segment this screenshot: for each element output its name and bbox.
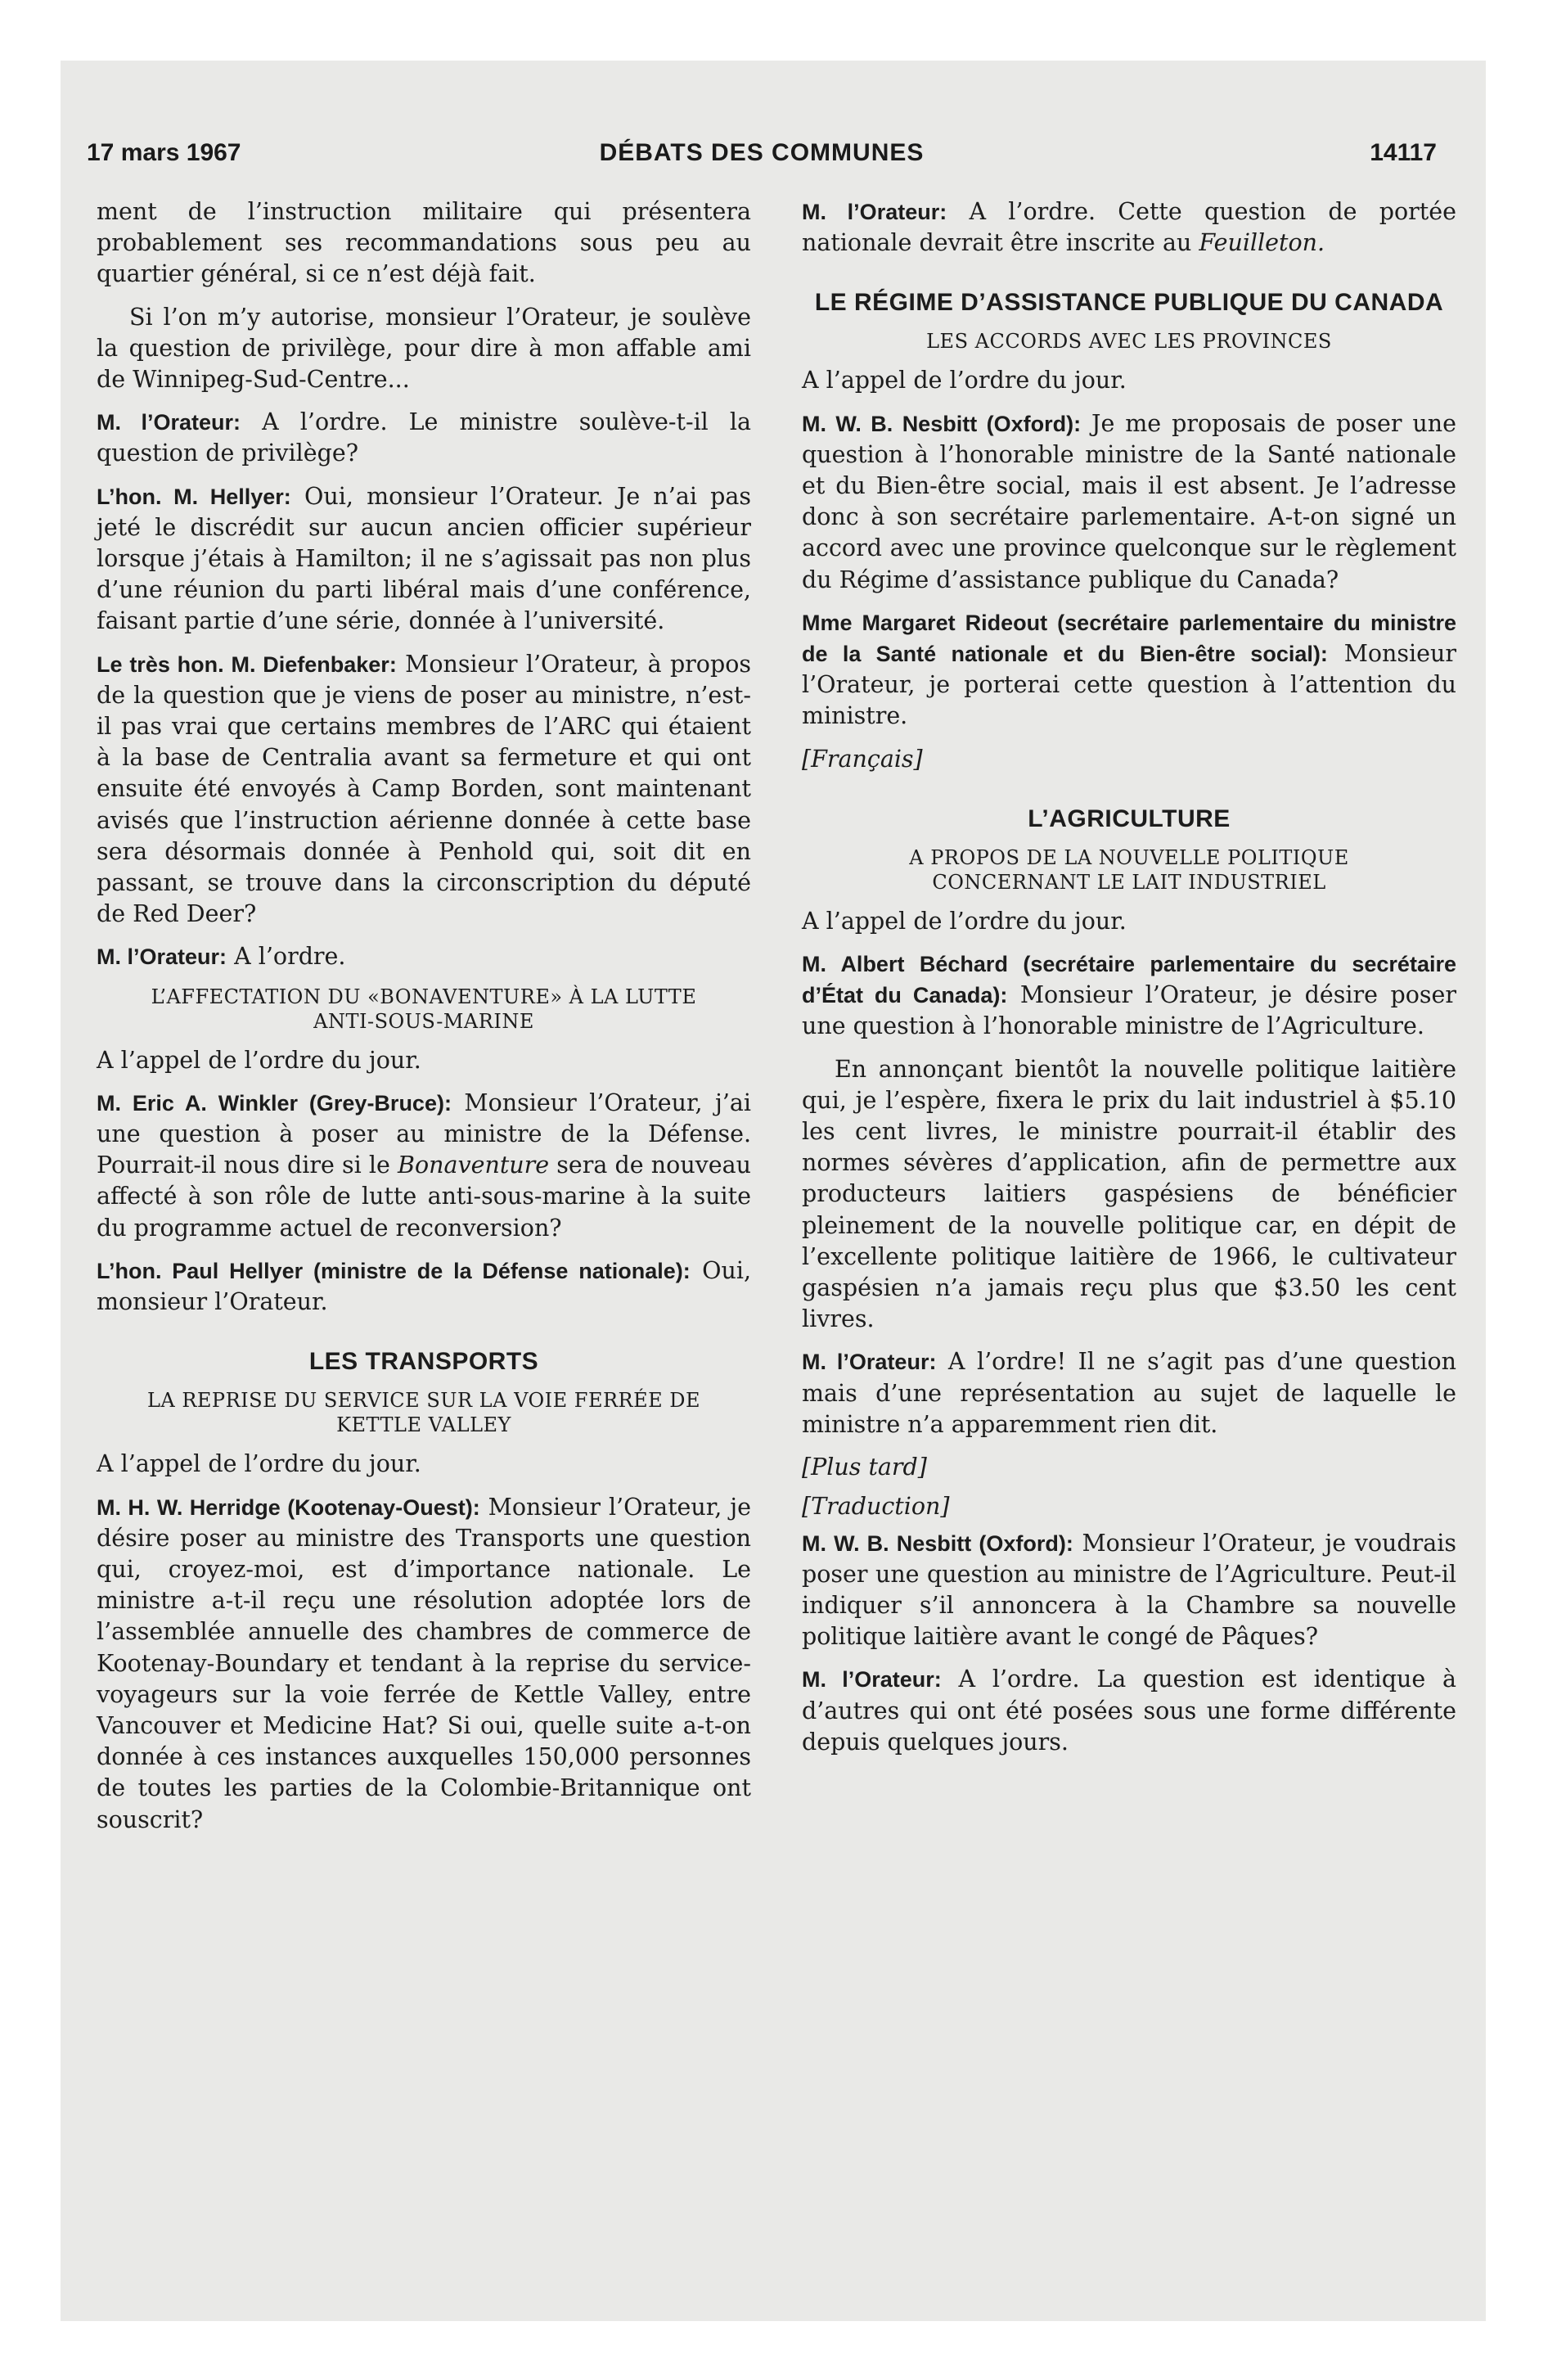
speech-text: A l’ordre. Le ministre soulève-t-il la question de privilège?: [97, 408, 751, 467]
speech-text: Monsieur l’Orateur, j’ai une question à poser au ministre de la Défense. Pourrait-il nous dire si le: [97, 1089, 751, 1179]
speech-text: Je me proposais de poser une question à l’honorable ministre de la Santé nationale et du Bien-être social, mais il est absent. Je l’adresse donc à son secrétaire parlementaire. A-t-on signé un accord avec une province quelconque sur le règlement du Régime d’assistance publique du Canada?: [802, 409, 1456, 593]
speech: [802, 607, 1456, 732]
language-note: [Traduction]: [802, 1493, 950, 1521]
speaker-name: M. W. B. Nesbitt (Oxford):: [802, 411, 1082, 436]
speech-text: Monsieur l’Orateur, je désire poser une question à l’honorable ministre de l’Agriculture.: [802, 981, 1456, 1040]
speaker-name: M. l’Orateur:: [97, 410, 241, 435]
speech: [802, 1528, 1456, 1653]
speaker-name: M. Albert Béchard (secrétaire parlementaire du secrétaire d’État du Canada):: [802, 952, 1456, 1008]
speaker-name: M. l’Orateur:: [802, 1667, 942, 1693]
speech-text: Oui, monsieur l’Orateur.: [97, 1256, 751, 1316]
speaker-name: M. l’Orateur:: [802, 1350, 937, 1375]
section-heading: LE RÉGIME D’ASSISTANCE PUBLIQUE DU CANADA: [814, 289, 1444, 317]
paragraph: En annonçant bientôt la nouvelle politique laitière qui, je l’espère, fixera le prix du lait industriel à $5.10 les cent livres, le ministre pourrait-il établir des normes sévères d’application, afin de permettre aux producteurs laitiers gaspésiens de bénéficier pleinement de la nouvelle politique car, en dépit de l’excellente politique laitière de 1966, le cultivateur gaspésien n’a jamais reçu plus que $3.50 les cent livres.: [802, 1055, 1456, 1333]
speaker-name: M. H. W. Herridge (Kootenay-Ouest):: [97, 1494, 480, 1520]
page-header: [87, 139, 1437, 172]
left-column: [97, 196, 751, 1847]
speech: [97, 481, 751, 638]
speech-text: Monsieur l’Orateur, je désire poser au ministre des Transports une question qui, croyez-moi, est d’importance nationale. Le ministre a-t-il reçu une résolution adoptée lors de l’assemblée annuelle des chambres de commerce de Kootenay-Boundary et tendant à la reprise du service-voyageurs sur la voie ferrée de Kettle Valley, entre Vancouver et Medicine Hat? Si oui, quelle suite a-t-on donnée à ces instances auxquelles 150,000 personnes de toutes les parties de la Colombie-Britannique ont souscrit?: [97, 1493, 751, 1833]
paragraph: A l’appel de l’ordre du jour.: [97, 1450, 421, 1478]
section-subheading: LA REPRISE DU SERVICE SUR LA VOIE FERRÉE DE KETTLE VALLEY: [146, 1389, 701, 1437]
speech: [802, 408, 1456, 596]
speaker-name: Le très hon. M. Diefenbaker:: [97, 651, 397, 677]
speech-text: Oui, monsieur l’Orateur. Je n’ai pas jeté le discrédit sur aucun ancien officier supérieur lorsque j’étais à Hamilton; il ne s’agissait pas non plus d’une réunion du parti libéral mais d’une conférence, faisant partie d’une série, donnée à l’université.: [97, 482, 751, 635]
speech-text: Monsieur l’Orateur, je porterai cette question à l’attention du ministre.: [802, 640, 1456, 730]
paragraph: A l’appel de l’ordre du jour.: [802, 907, 1127, 935]
speech: [97, 407, 751, 469]
speech-text: sera de nouveau affecté à son rôle de lutte anti-sous-marine à la suite du programme actuel de reconversion?: [97, 1152, 751, 1242]
paragraph: A l’appel de l’ordre du jour.: [802, 367, 1127, 394]
ship-name: Bonaventure: [398, 1152, 550, 1179]
speaker-name: M. W. B. Nesbitt (Oxford):: [802, 1530, 1073, 1556]
speaker-name: L’hon. Paul Hellyer (ministre de la Défense nationale):: [97, 1258, 691, 1283]
paragraph: A l’appel de l’ordre du jour.: [97, 1046, 421, 1074]
speech: [97, 941, 751, 972]
section-subheading: A PROPOS DE LA NOUVELLE POLITIQUE CONCERNANT LE LAIT INDUSTRIEL: [909, 845, 1349, 894]
speech: [97, 1255, 751, 1318]
feuilleton-ref: Feuilleton.: [1199, 229, 1325, 257]
header-title: DÉBATS DES COMMUNES: [599, 139, 925, 166]
right-column: [802, 196, 1456, 1769]
section-subheading: L’AFFECTATION DU «BONAVENTURE» À LA LUTTE ANTI-SOUS-MARINE: [151, 985, 697, 1033]
speech-text: A l’ordre.: [227, 943, 346, 971]
section-subheading: LES ACCORDS AVEC LES PROVINCES: [926, 330, 1332, 354]
speaker-name: Mme Margaret Rideout (secrétaire parlementaire du ministre de la Santé nationale et du Bien-être social):: [802, 610, 1456, 667]
speaker-name: M. Eric A. Winkler (Grey-Bruce):: [97, 1090, 452, 1116]
speaker-name: M. l’Orateur:: [802, 200, 947, 224]
speech: [97, 649, 751, 931]
speech-text: A l’ordre. Cette question de portée nationale devrait être inscrite au: [802, 198, 1456, 257]
paragraph: ment de l’instruction militaire qui présentera probablement ses recommandations sous peu au quartier général, si ce n’est déjà fait.: [97, 198, 751, 288]
section-heading: L’AGRICULTURE: [1028, 805, 1231, 832]
header-page-number: 14117: [1370, 139, 1437, 166]
language-note: [Français]: [802, 745, 923, 773]
speech-text: Monsieur l’Orateur, à propos de la question que je viens de poser au ministre, n’est-il pas vrai que certains membres de l’ARC qui étaient à la base de Centralia avant sa fermeture et qui ont ensuite été envoyés à Camp Borden, sont maintenant avisés que l’instruction aérienne donnée à cette base sera désormais donnée à Penhold qui, soit dit en passant, se trouve dans la circonscription du député de Red Deer?: [97, 650, 751, 928]
section-heading: LES TRANSPORTS: [308, 1348, 539, 1376]
speech: [802, 1664, 1456, 1758]
paragraph: Si l’on m’y autorise, monsieur l’Orateur, je soulève la question de privilège, pour dire à mon affable ami de Winnipeg-Sud-Centre...: [97, 303, 751, 394]
speech-text: Monsieur l’Orateur, je voudrais poser une question au ministre de l’Agriculture. Peut-il indiquer s’il annoncera à la Chambre sa nouvelle politique laitière avant le congé de Pâques?: [802, 1529, 1456, 1651]
speech: [97, 1492, 751, 1836]
timing-note: [Plus tard]: [802, 1454, 927, 1481]
header-date: 17 mars 1967: [87, 139, 241, 166]
speech-text: A l’ordre. La question est identique à d’autres qui ont été posées sous une forme différente depuis quelques jours.: [802, 1666, 1456, 1756]
speech: [97, 1088, 751, 1244]
speech: [802, 1346, 1456, 1440]
speech-text: A l’ordre! Il ne s’agit pas d’une question mais d’une représentation au sujet de laquelle le ministre n’a apparemment rien dit.: [802, 1348, 1456, 1438]
speaker-name: M. l’Orateur:: [97, 944, 227, 970]
speech: [802, 949, 1456, 1043]
speaker-name: L’hon. M. Hellyer:: [97, 484, 291, 509]
speech: [802, 196, 1456, 259]
